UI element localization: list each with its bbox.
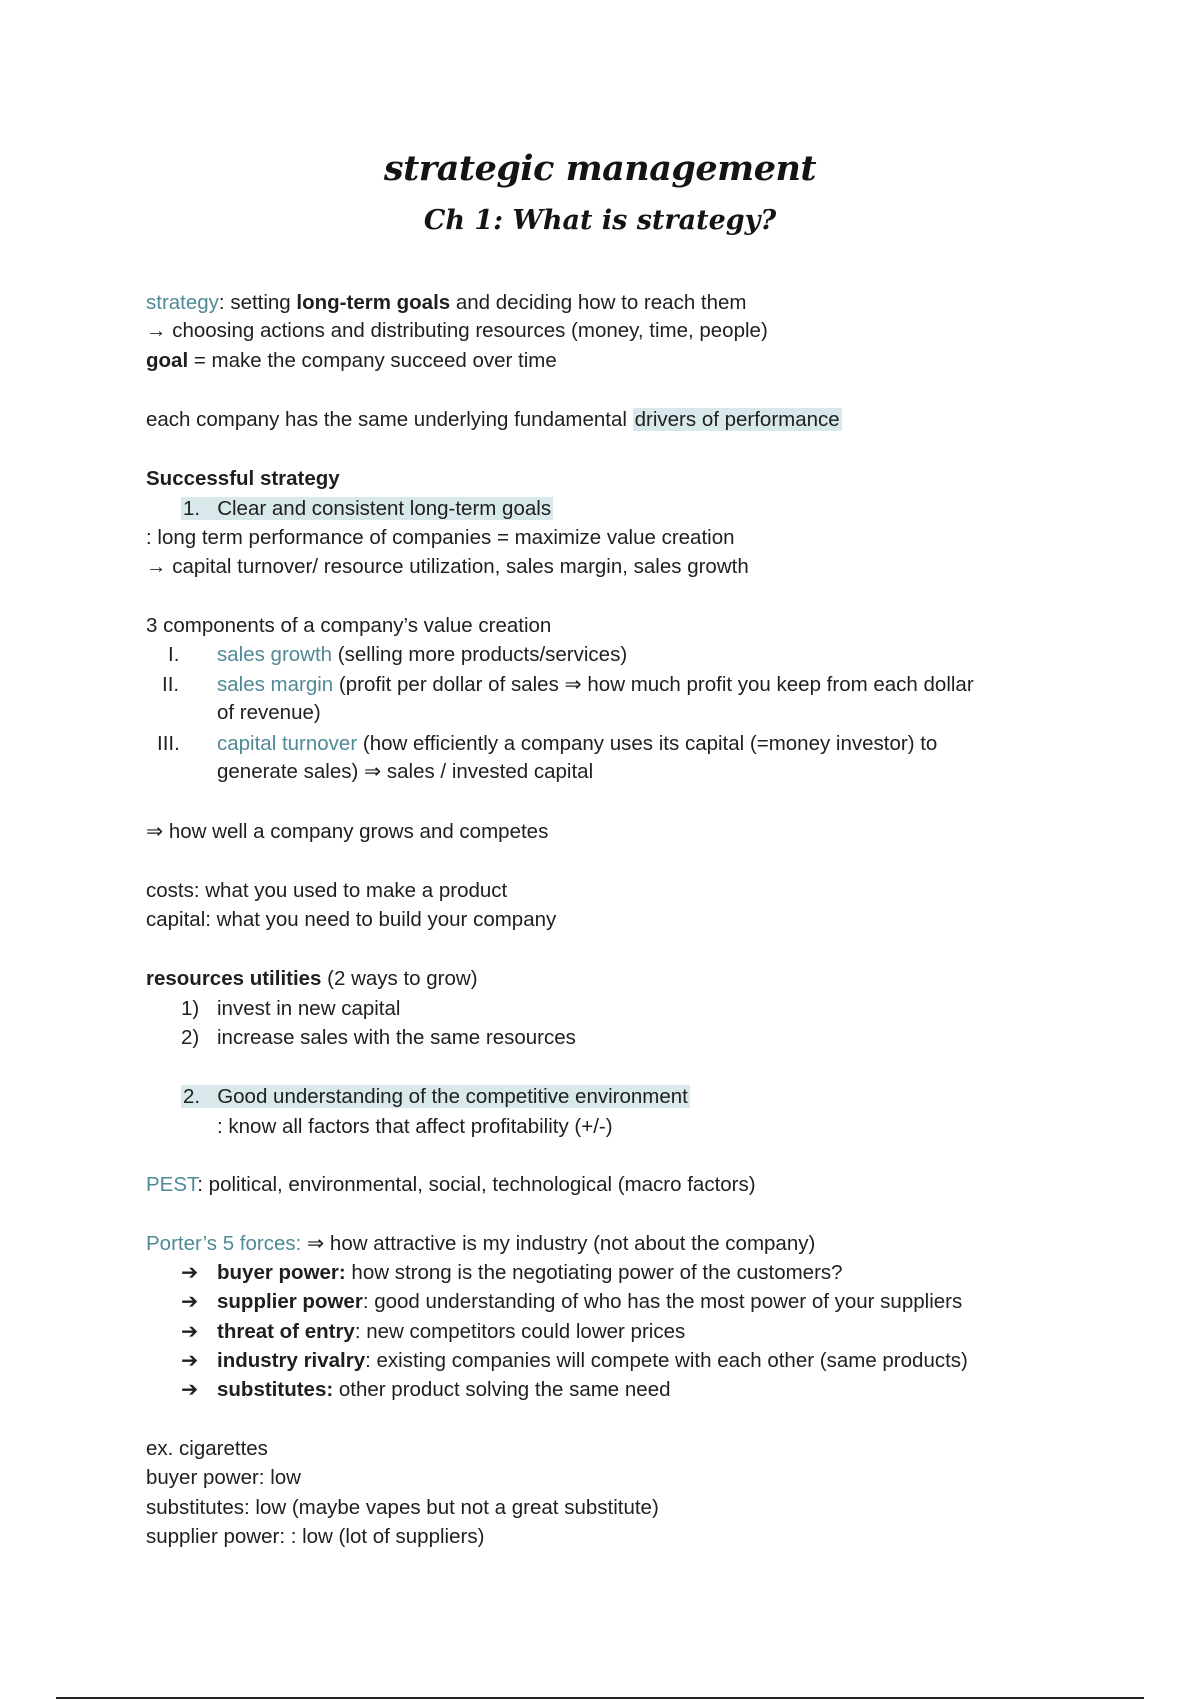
list-item: capital turnover (how efficiently a company uses its capital (=money investor) to: [217, 732, 938, 755]
resources-heading: resources utilities (2 ways to grow): [146, 967, 478, 990]
list-item-continuation: of revenue): [217, 701, 321, 724]
pest-line: PEST: political, environmental, social, technological (macro factors): [146, 1173, 756, 1196]
porter-term: Porter’s 5 forces:: [146, 1232, 302, 1255]
capital-line: capital: what you need to build your company: [146, 908, 557, 931]
successful-heading: Successful strategy: [146, 467, 340, 490]
roman-numeral: III.: [157, 732, 180, 755]
porter-heading: Porter’s 5 forces: ⇒ how attractive is my industry (not about the company): [146, 1232, 816, 1255]
arrow-bullet-icon: ➔: [181, 1290, 199, 1313]
turnover-line: → capital turnover/ resource utilization, sales margin, sales growth: [146, 555, 749, 578]
arrow-bullet-icon: ➔: [181, 1349, 199, 1372]
footer-divider: [56, 1697, 1144, 1699]
page-title: strategic management: [383, 148, 817, 189]
force-item: substitutes: other product solving the same need: [217, 1378, 671, 1401]
list-item: sales growth (selling more products/services): [217, 643, 628, 666]
actions-line: → choosing actions and distributing resources (money, time, people): [146, 319, 768, 342]
chapter-subtitle: Ch 1: What is strategy?: [423, 205, 777, 236]
list-item: increase sales with the same resources: [217, 1026, 576, 1049]
arrow-bullet-icon: ➔: [181, 1320, 199, 1343]
strategy-term: strategy: [146, 291, 219, 314]
arrow-bullet-icon: ➔: [181, 1378, 199, 1401]
example-line: ex. cigarettes: [146, 1437, 268, 1460]
list-item: invest in new capital: [217, 997, 401, 1020]
list-item-1: 1. Clear and consistent long-term goals: [183, 497, 552, 520]
drivers-highlight: drivers of performance: [634, 408, 840, 431]
goal-definition: goal = make the company succeed over time: [146, 349, 557, 372]
list-item: sales margin (profit per dollar of sales ⇒ how much profit you keep from each dollar: [217, 673, 974, 696]
strategy-definition: strategy: setting long-term goals and deciding how to reach them: [146, 291, 747, 314]
example-line: substitutes: low (maybe vapes but not a great substitute): [146, 1496, 659, 1519]
force-item: supplier power: good understanding of who has the most power of your suppliers: [217, 1290, 963, 1313]
force-item: threat of entry: new competitors could lower prices: [217, 1320, 686, 1343]
goal-term: goal: [146, 349, 189, 372]
example-line: buyer power: low: [146, 1466, 301, 1489]
list-number: 2): [181, 1026, 200, 1049]
costs-line: costs: what you used to make a product: [146, 879, 508, 902]
arrow-bullet-icon: ➔: [181, 1261, 199, 1284]
force-item: buyer power: how strong is the negotiating power of the customers?: [217, 1261, 843, 1284]
roman-numeral: II.: [162, 673, 180, 696]
pest-term: PEST: [146, 1173, 198, 1196]
factors-line: : know all factors that affect profitability (+/-): [217, 1115, 613, 1138]
long-term-goals: long-term goals: [296, 291, 451, 314]
drivers-line: each company has the same underlying fundamental drivers of performance: [146, 408, 840, 431]
example-line: supplier power: : low (lot of suppliers): [146, 1525, 485, 1548]
list-number: 1): [181, 997, 200, 1020]
force-item: industry rivalry: existing companies will compete with each other (same products): [217, 1349, 968, 1372]
list-item-continuation: generate sales) ⇒ sales / invested capital: [217, 760, 594, 783]
roman-numeral: I.: [168, 643, 180, 666]
summary-line: ⇒ how well a company grows and competes: [146, 820, 549, 843]
list-item-2: 2. Good understanding of the competitive environment: [183, 1085, 688, 1108]
performance-line: : long term performance of companies = maximize value creation: [146, 526, 735, 549]
components-heading: 3 components of a company’s value creation: [146, 614, 552, 637]
